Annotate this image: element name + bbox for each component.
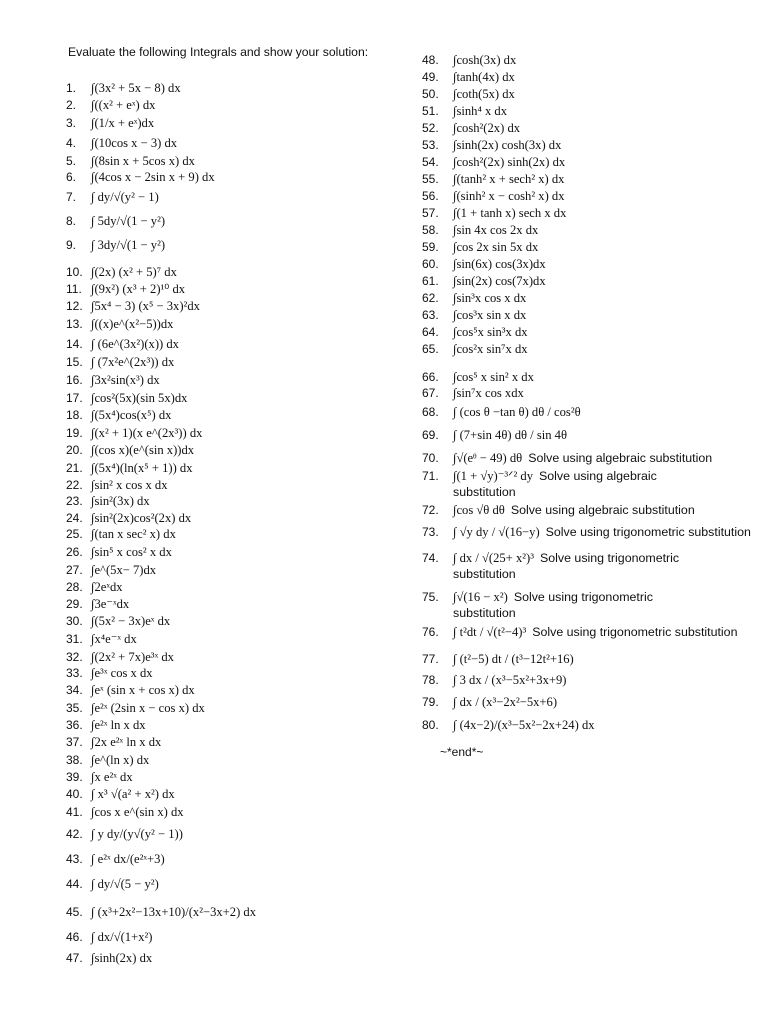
problem-number: 77.	[422, 652, 439, 666]
problem-number: 41.	[66, 805, 83, 819]
integral-expression: ∫cos √θ dθ	[453, 503, 505, 517]
integral-expression: ∫(sinh² x − cosh² x) dx	[453, 189, 565, 203]
problem-number: 19.	[66, 426, 83, 440]
problem-35	[66, 701, 205, 715]
integral-expression: ∫ (6e^(3x²)(x)) dx	[91, 337, 179, 351]
problem-number: 75.	[422, 590, 439, 604]
problem-12	[66, 299, 200, 313]
worksheet-instructions: Evaluate the following Integrals and show your solution:	[68, 45, 369, 59]
problem-number: 31.	[66, 632, 83, 646]
problem-number: 51.	[422, 104, 439, 118]
integral-expression: ∫eˣ (sin x + cos x) dx	[91, 683, 195, 697]
problem-number: 39.	[66, 770, 83, 784]
integral-expression: ∫cos²(5x)(sin 5x)dx	[91, 391, 188, 405]
problem-number: 18.	[66, 408, 83, 422]
integral-expression: ∫(1/x + eˣ)dx	[91, 116, 155, 130]
problem-40	[66, 787, 175, 801]
integral-expression: ∫sin²(3x) dx	[91, 494, 150, 508]
problem-79	[422, 695, 557, 709]
problem-56	[422, 189, 565, 203]
problem-number: 5.	[66, 154, 77, 168]
problem-16	[66, 373, 160, 387]
problem-62	[422, 291, 526, 305]
problem-77	[422, 652, 574, 666]
problem-number: 50.	[422, 87, 439, 101]
integral-expression: ∫sin⁵ x cos² x dx	[91, 545, 172, 559]
problem-20	[66, 443, 194, 457]
integral-expression: ∫tanh(4x) dx	[453, 70, 515, 84]
problem-number: 70.	[422, 451, 439, 465]
integral-expression: ∫(2x² + 7x)e³ˣ dx	[91, 650, 174, 664]
problem-number: 8.	[66, 214, 77, 228]
problem-21	[66, 461, 193, 475]
problem-60	[422, 257, 546, 271]
problem-number: 66.	[422, 370, 439, 384]
problem-2	[66, 98, 155, 112]
problem-63	[422, 308, 526, 322]
problem-number: 13.	[66, 317, 83, 331]
problem-number: 62.	[422, 291, 439, 305]
integral-expression: ∫ y dy/(y√(y² − 1))	[91, 827, 183, 841]
problem-41	[66, 805, 184, 819]
problem-26	[66, 545, 172, 559]
problem-64	[422, 325, 528, 339]
integral-expression: ∫((x² + eˣ) dx	[91, 98, 156, 112]
problem-80	[422, 718, 595, 732]
problem-17	[66, 391, 187, 405]
integral-expression: ∫(5x² − 3x)eˣ dx	[91, 614, 171, 628]
problem-number: 71.	[422, 469, 439, 483]
problem-number: 48.	[422, 53, 439, 67]
integral-expression: ∫ x³ √(a² + x²) dx	[91, 787, 175, 801]
integral-expression: ∫cos²x sin⁷x dx	[453, 342, 528, 356]
integral-expression: ∫ 3 dx / (x³−5x²+3x+9)	[453, 673, 567, 687]
problem-18	[66, 408, 171, 422]
integral-expression: ∫ (7+sin 4θ) dθ / sin 4θ	[453, 428, 568, 442]
integral-expression: ∫e^(ln x) dx	[91, 753, 150, 767]
integral-expression: ∫(cos x)(e^(sin x))dx	[91, 443, 195, 457]
integral-expression: ∫(1 + √y)⁻³ᐟ² dy	[453, 469, 534, 483]
integral-expression: ∫(10cos x − 3) dx	[91, 136, 178, 150]
problem-number: 7.	[66, 190, 77, 204]
problem-38	[66, 753, 149, 767]
integral-expression: ∫(tanh² x + sech² x) dx	[453, 172, 565, 186]
problem-number: 76.	[422, 625, 439, 639]
integral-expression: ∫ e²ˣ dx/(e²ˣ+3)	[91, 852, 165, 866]
problem-51	[422, 104, 507, 118]
problem-number: 44.	[66, 877, 83, 891]
integral-expression: ∫sin⁷x cos xdx	[453, 386, 524, 400]
integral-expression: ∫ (7x²e^(2x³)) dx	[91, 355, 175, 369]
problem-number: 35.	[66, 701, 83, 715]
problem-number: 20.	[66, 443, 83, 457]
integral-expression: ∫2x e²ˣ ln x dx	[91, 735, 162, 749]
problem-57	[422, 206, 566, 220]
problem-6	[66, 170, 215, 184]
problem-number: 2.	[66, 98, 77, 112]
integral-expression: ∫x e²ˣ dx	[91, 770, 133, 784]
integral-expression: ∫e²ˣ (2sin x − cos x) dx	[91, 701, 205, 715]
integral-expression: ∫sin²(2x)cos²(2x) dx	[91, 511, 192, 525]
problem-number: 67.	[422, 386, 439, 400]
problem-37	[66, 735, 161, 749]
problem-number: 26.	[66, 545, 83, 559]
problem-5	[66, 154, 195, 168]
integral-expression: ∫5x⁴ − 3) (x⁵ − 3x)²dx	[91, 299, 200, 313]
problem-49	[422, 70, 515, 84]
problem-number: 54.	[422, 155, 439, 169]
problem-number: 25.	[66, 527, 83, 541]
problem-11	[66, 282, 185, 296]
problem-75	[422, 590, 653, 604]
problem-number: 30.	[66, 614, 83, 628]
integral-expression: ∫ √y dy / √(16−y)	[453, 525, 540, 539]
integral-expression: ∫cos 2x sin 5x dx	[453, 240, 539, 254]
integral-expression: ∫(5x⁴)cos(x⁵) dx	[91, 408, 172, 422]
problem-number: 53.	[422, 138, 439, 152]
integral-expression: ∫sin² x cos x dx	[91, 478, 168, 492]
integral-expression: ∫sin(6x) cos(3x)dx	[453, 257, 546, 271]
problem-4	[66, 136, 177, 150]
integral-expression: ∫coth(5x) dx	[453, 87, 515, 101]
integral-expression: ∫ (4x−2)/(x³−5x²−2x+24) dx	[453, 718, 595, 732]
integral-expression: ∫3x²sin(x³) dx	[91, 373, 160, 387]
problem-45	[66, 905, 256, 919]
problem-22	[66, 478, 168, 492]
problem-55	[422, 172, 564, 186]
problem-number: 10.	[66, 265, 83, 279]
problem-76	[422, 625, 737, 639]
problem-69	[422, 428, 567, 442]
integral-expression: ∫cosh(3x) dx	[453, 53, 517, 67]
problem-number: 64.	[422, 325, 439, 339]
problem-number: 22.	[66, 478, 83, 492]
integral-expression: ∫ (t²−5) dt / (t³−12t²+16)	[453, 652, 574, 666]
problem-number: 42.	[66, 827, 83, 841]
problem-number: 52.	[422, 121, 439, 135]
problem-number: 9.	[66, 238, 77, 252]
integral-expression: ∫√(16 − x²)	[453, 590, 508, 604]
problem-number: 73.	[422, 525, 439, 539]
problem-number: 36.	[66, 718, 83, 732]
problem-number: 74.	[422, 551, 439, 565]
solution-method-note: Solve using trigonometric substitution	[545, 525, 751, 539]
integral-expression: ∫cos x e^(sin x) dx	[91, 805, 184, 819]
problem-number: 38.	[66, 753, 83, 767]
problem-number: 55.	[422, 172, 439, 186]
problem-number: 68.	[422, 405, 439, 419]
problem-number: 15.	[66, 355, 83, 369]
problem-number: 14.	[66, 337, 83, 351]
problem-number: 33.	[66, 666, 83, 680]
problem-23	[66, 494, 150, 508]
problem-65	[422, 342, 528, 356]
problem-73	[422, 525, 751, 539]
integral-expression: ∫(1 + tanh x) sech x dx	[453, 206, 567, 220]
problem-number: 29.	[66, 597, 83, 611]
integral-expression: ∫ t²dt / √(t²−4)³	[453, 625, 527, 639]
problem-number: 17.	[66, 391, 83, 405]
problem-number: 37.	[66, 735, 83, 749]
problem-67	[422, 386, 524, 400]
integral-expression: ∫ dx / (x³−2x²−5x+6)	[453, 695, 558, 709]
integral-expression: ∫sinh(2x) cosh(3x) dx	[453, 138, 562, 152]
integral-expression: ∫ dx / √(25+ x²)³	[453, 551, 534, 565]
solution-method-note-continued: substitution	[453, 485, 516, 499]
integral-expression: ∫(tan x sec² x) dx	[91, 527, 176, 541]
problem-number: 60.	[422, 257, 439, 271]
integral-expression: ∫cos³x sin x dx	[453, 308, 527, 322]
problem-15	[66, 355, 174, 369]
problem-number: 3.	[66, 116, 77, 130]
problem-33	[66, 666, 153, 680]
problem-39	[66, 770, 133, 784]
problem-number: 4.	[66, 136, 77, 150]
problem-31	[66, 632, 137, 646]
solution-method-note: Solve using trigonometric	[539, 551, 680, 565]
problem-52	[422, 121, 520, 135]
problem-number: 63.	[422, 308, 439, 322]
problem-30	[66, 614, 170, 628]
integral-expression: ∫((x)e^(x²−5))dx	[91, 317, 174, 331]
problem-8	[66, 214, 165, 228]
problem-number: 43.	[66, 852, 83, 866]
problem-7	[66, 190, 159, 204]
integral-expression: ∫ (cos θ −tan θ) dθ / cos²θ	[453, 405, 581, 419]
problem-number: 40.	[66, 787, 83, 801]
problem-number: 56.	[422, 189, 439, 203]
solution-method-note: Solve using algebraic substitution	[510, 503, 695, 517]
integral-expression: ∫e^(5x− 7)dx	[91, 563, 157, 577]
problem-53	[422, 138, 561, 152]
integral-expression: ∫x⁴e⁻ˣ dx	[91, 632, 137, 646]
problem-number: 23.	[66, 494, 83, 508]
problem-number: 46.	[66, 930, 83, 944]
problem-number: 45.	[66, 905, 83, 919]
integral-expression: ∫(4cos x − 2sin x + 9) dx	[91, 170, 215, 184]
problem-3	[66, 116, 154, 130]
integral-expression: ∫sin(2x) cos(7x)dx	[453, 274, 546, 288]
problem-25	[66, 527, 176, 541]
problem-74	[422, 551, 679, 565]
integral-expression: ∫ dy/√(y² − 1)	[91, 190, 159, 204]
problem-48	[422, 53, 516, 67]
problem-72	[422, 503, 695, 517]
problem-43	[66, 852, 165, 866]
problem-number: 21.	[66, 461, 83, 475]
problem-number: 49.	[422, 70, 439, 84]
solution-method-note: Solve using trigonometric	[513, 590, 653, 604]
problem-number: 58.	[422, 223, 439, 237]
problem-number: 32.	[66, 650, 83, 664]
integral-expression: ∫cosh²(2x) dx	[453, 121, 521, 135]
integral-expression: ∫e²ˣ ln x dx	[91, 718, 146, 732]
problem-number: 65.	[422, 342, 439, 356]
problem-number: 1.	[66, 81, 77, 95]
problem-9	[66, 238, 165, 252]
integral-expression: ∫3e⁻ˣdx	[91, 597, 130, 611]
integral-expression: ∫(5x⁴)(ln(x⁵ + 1)) dx	[91, 461, 193, 475]
problem-number: 28.	[66, 580, 83, 594]
integral-expression: ∫sin³x cos x dx	[453, 291, 527, 305]
integral-expression: ∫√(eᶿ − 49) dθ	[453, 451, 523, 465]
problem-14	[66, 337, 179, 351]
problem-34	[66, 683, 195, 697]
problem-number: 6.	[66, 170, 77, 184]
problem-number: 24.	[66, 511, 83, 525]
problem-24	[66, 511, 191, 525]
problem-50	[422, 87, 515, 101]
problem-71	[422, 469, 657, 483]
integral-expression: ∫ dx/√(1+x²)	[91, 930, 153, 944]
integral-expression: ∫2eˣdx	[91, 580, 123, 594]
integral-expression: ∫(x² + 1)(x e^(2x³)) dx	[91, 426, 203, 440]
integral-expression: ∫ dy/√(5 − y²)	[91, 877, 159, 891]
problem-36	[66, 718, 146, 732]
integral-expression: ∫e³ˣ cos x dx	[91, 666, 153, 680]
integral-expression: ∫(8sin x + 5cos x) dx	[91, 154, 195, 168]
problem-28	[66, 580, 123, 594]
problem-46	[66, 930, 152, 944]
integral-expression: ∫ (x³+2x²−13x+10)/(x²−3x+2) dx	[91, 905, 257, 919]
solution-method-note-continued: substitution	[453, 567, 516, 581]
end-marker: ~*end*~	[440, 745, 484, 759]
integral-expression: ∫(3x² + 5x − 8) dx	[91, 81, 181, 95]
problem-47	[66, 951, 152, 965]
problem-number: 12.	[66, 299, 83, 313]
integral-expression: ∫cos⁵x sin³x dx	[453, 325, 528, 339]
integral-expression: ∫ 3dy/√(1 − y²)	[91, 238, 166, 252]
problem-number: 47.	[66, 951, 83, 965]
problem-70	[422, 451, 712, 465]
problem-number: 57.	[422, 206, 439, 220]
problem-29	[66, 597, 129, 611]
integral-expression: ∫(2x) (x² + 5)⁷ dx	[91, 265, 177, 279]
problem-59	[422, 240, 538, 254]
problem-13	[66, 317, 173, 331]
integral-expression: ∫sinh(2x) dx	[91, 951, 153, 965]
problem-66	[422, 370, 534, 384]
integral-expression: ∫sinh⁴ x dx	[453, 104, 508, 118]
problem-number: 80.	[422, 718, 439, 732]
integral-expression: ∫cos⁵ x sin² x dx	[453, 370, 534, 384]
problem-27	[66, 563, 156, 577]
integral-expression: ∫ 5dy/√(1 − y²)	[91, 214, 166, 228]
problem-number: 61.	[422, 274, 439, 288]
problem-number: 59.	[422, 240, 439, 254]
problem-32	[66, 650, 174, 664]
problem-number: 11.	[66, 282, 82, 296]
problem-10	[66, 265, 177, 279]
problem-44	[66, 877, 159, 891]
problem-number: 69.	[422, 428, 439, 442]
problem-19	[66, 426, 202, 440]
problem-68	[422, 405, 581, 419]
problem-number: 78.	[422, 673, 439, 687]
problem-58	[422, 223, 538, 237]
integral-expression: ∫(9x²) (x³ + 2)¹⁰ dx	[91, 282, 186, 296]
problem-61	[422, 274, 546, 288]
solution-method-note: Solve using trigonometric substitution	[532, 625, 738, 639]
solution-method-note-continued: substitution	[453, 606, 516, 620]
solution-method-note: Solve using algebraic substitution	[528, 451, 713, 465]
integral-expression: ∫sin 4x cos 2x dx	[453, 223, 539, 237]
problem-54	[422, 155, 565, 169]
problem-number: 72.	[422, 503, 439, 517]
problem-42	[66, 827, 183, 841]
problem-number: 27.	[66, 563, 83, 577]
problem-number: 79.	[422, 695, 439, 709]
integral-expression: ∫cosh²(2x) sinh(2x) dx	[453, 155, 566, 169]
problem-number: 34.	[66, 683, 83, 697]
problem-78	[422, 673, 566, 687]
problem-1	[66, 81, 181, 95]
problem-number: 16.	[66, 373, 83, 387]
solution-method-note: Solve using algebraic	[539, 469, 657, 483]
